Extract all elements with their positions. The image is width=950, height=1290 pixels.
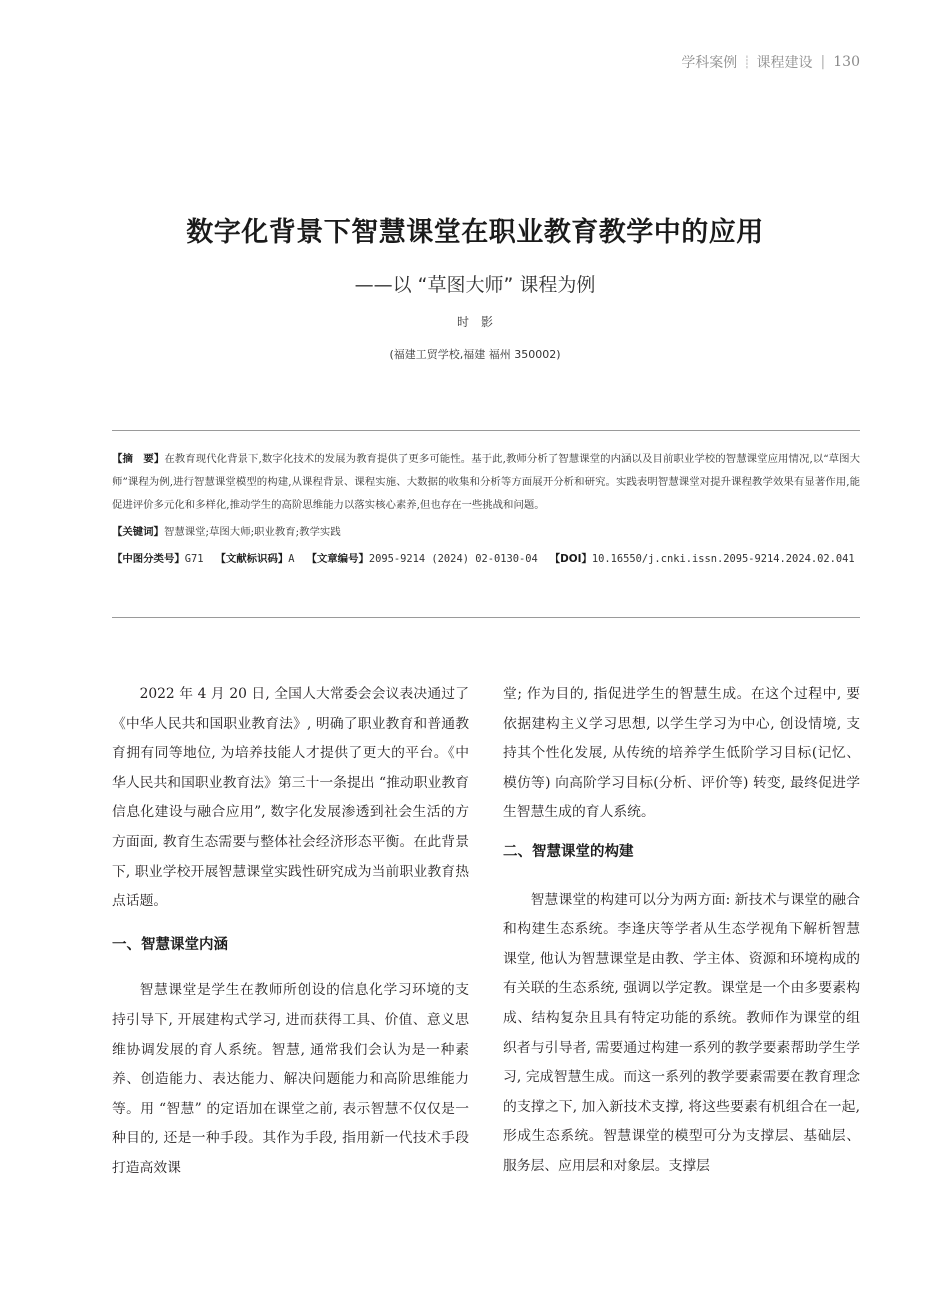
doi-label: 【DOI】 xyxy=(549,553,592,565)
abstract-top-rule xyxy=(112,430,860,431)
author-affiliation: (福建工贸学校,福建 福州 350002) xyxy=(389,348,561,361)
keywords xyxy=(112,521,860,544)
section-heading-2: 二、智慧课堂的构建 xyxy=(503,843,634,860)
running-header xyxy=(681,52,860,72)
keywords-label: 【关键词】 xyxy=(112,526,164,538)
section-heading-1: 一、智慧课堂内涵 xyxy=(112,936,228,953)
abstract-block xyxy=(112,448,860,571)
clc-label: 【中图分类号】 xyxy=(112,553,185,565)
section1-continued-paragraph: 堂; 作为目的, 指促进学生的智慧生成。在这个过程中, 要依据建构主义学习思想, 以学生学习为中心, 创设情境, 支持其个性化发展, 从传统的培养学生低阶学习目标(记忆、模仿等) 向高阶学习目标(分析、评价等) 转变, 最终促进学生智慧生成的育人系统。 xyxy=(503,686,860,821)
abstract xyxy=(112,448,860,517)
abstract-label: 【摘 要】 xyxy=(112,453,165,465)
keywords-text: 智慧课堂;草图大师;职业教育;教学实践 xyxy=(163,526,341,538)
section2-paragraph: 智慧课堂的构建可以分为两方面: 新技术与课堂的融合和构建生态系统。李逢庆等学者从生态学视角下解析智慧课堂, 他认为智慧课堂是由教、学主体、资源和环境构成的有关联的生态系统, 强调以学定教。课堂是一个由多要素构成、结构复杂且具有特定功能的系统。教师作为课堂的组织者与引导者, 需要通过构建一系列的教学要素帮助学生学习, 完成智慧生成。而这一系列的教学要素需要在教育理念的支撑之下, 加入新技术支撑, 将这些要素有机组合在一起, 形成生态系统。智慧课堂的模型可分为支撑层、基础层、服务层、应用层和对象层。支撑层 xyxy=(503,891,860,1174)
header-section: 学科案例 xyxy=(681,55,738,71)
article-no-value: 2095-9214 (2024) 02-0130-04 xyxy=(368,553,538,565)
abstract-bottom-rule xyxy=(112,617,860,618)
doc-code-label: 【文献标识码】 xyxy=(215,553,289,565)
body-column-right xyxy=(503,680,860,1182)
intro-paragraph: 2022 年 4 月 20 日, 全国人大常委会会议表决通过了《中华人民共和国职业教育法》, 明确了职业教育和普通教育拥有同等地位, 为培养技能人才提供了更大的平台。《中华人民共和国职业教育法》第三十一条提出 “推动职业教育信息化建设与融合应用”, 数字化发展渗透到社会生活的方方面面, 教育生态需要与整体社会经济形态平衡。在此背景下, 职业学校开展智慧课堂实践性研究成为当前职业教育热点话题。 xyxy=(112,686,469,910)
doi-value: 10.16550/j.cnki.issn.2095-9214.2024.02.041 xyxy=(591,553,855,565)
header-divider: ┊ xyxy=(743,55,751,69)
header-subsection: 课程建设 xyxy=(756,55,813,71)
author-name: 时影 xyxy=(456,315,505,329)
section1-paragraph: 智慧课堂是学生在教师所创设的信息化学习环境的支持引导下, 开展建构式学习, 进而获得工具、价值、意义思维协调发展的育人系统。智慧, 通常我们会认为是一种素养、创造能力、表达能力、解决问题能力和高阶思维能力等。用 “智慧” 的定语加在课堂之前, 表示智慧不仅仅是一种目的, 还是一种手段。其作为手段, 指用新一代技术手段打造高效课 xyxy=(112,982,469,1176)
doc-code-value: A xyxy=(288,553,295,565)
classification-line xyxy=(112,548,860,571)
clc-value: G71 xyxy=(184,553,204,565)
paper-subtitle: ——以 “草图大师” 课程为例 xyxy=(354,274,596,296)
body-column-left xyxy=(112,680,469,1184)
article-no-label: 【文章编号】 xyxy=(306,553,369,565)
page-number: 130 xyxy=(833,54,860,70)
paper-title: 数字化背景下智慧课堂在职业教育教学中的应用 xyxy=(186,217,764,248)
header-bar: | xyxy=(820,54,826,70)
abstract-text: 在教育现代化背景下,数字化技术的发展为教育提供了更多可能性。基于此,教师分析了智慧课堂的内涵以及目前职业学校的智慧课堂应用情况,以“草图大师”课程为例,进行智慧课堂模型的构建,从课程背景、课程实施、大数据的收集和分析等方面展开分析和研究。实践表明智慧课堂对提升课程教学效果有显著作用,能促进评价多元化和多样化,推动学生的高阶思维能力以落实核心素养,但也存在一些挑战和问题。 xyxy=(112,453,860,511)
